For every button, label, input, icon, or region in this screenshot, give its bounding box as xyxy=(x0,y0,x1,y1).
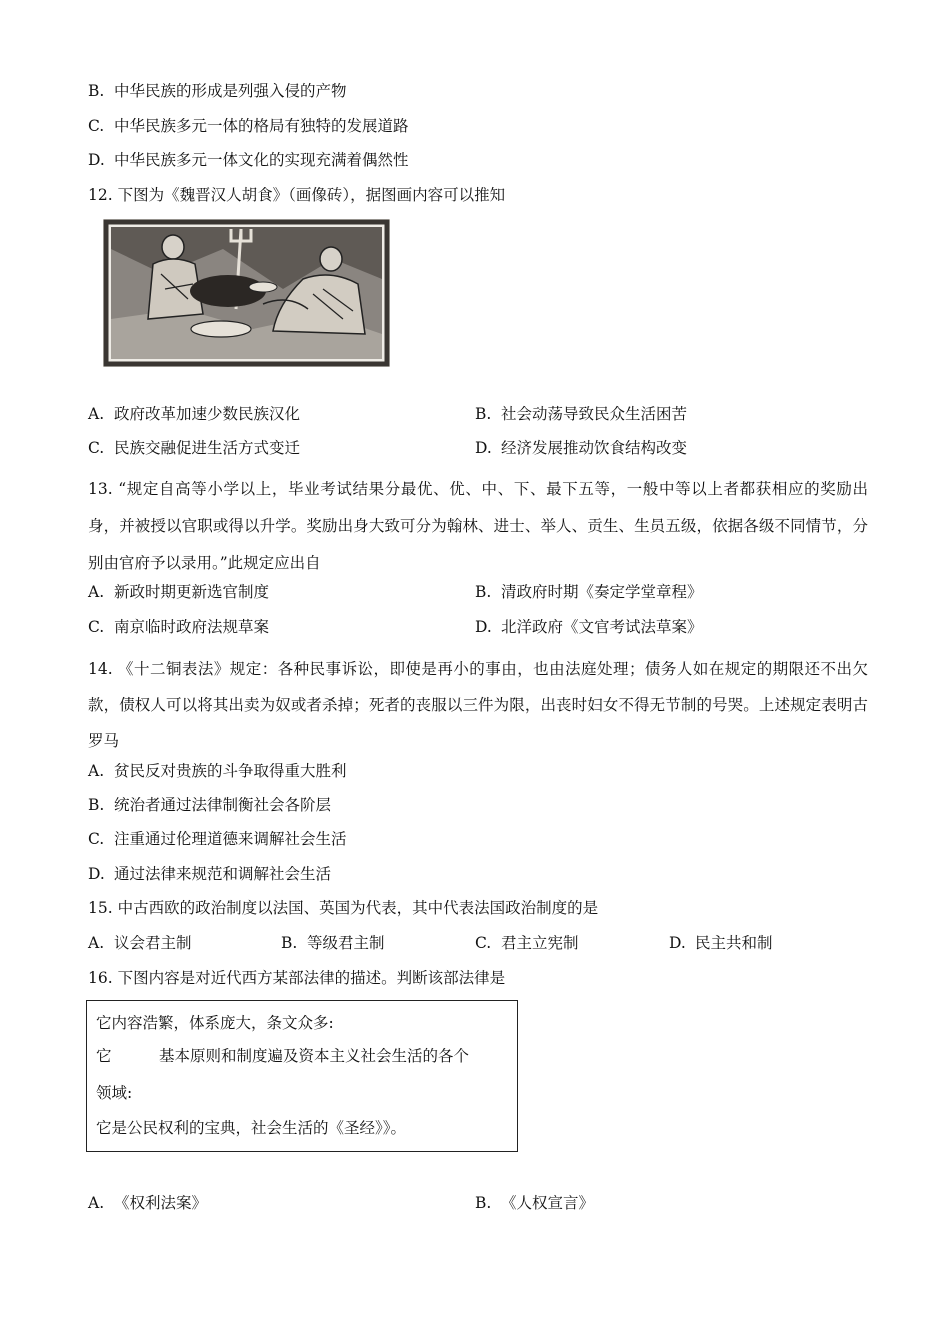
brick-painting-illustration xyxy=(103,219,390,367)
q15-options-row xyxy=(88,932,868,954)
option-text: 通过法律来规范和调解社会生活 xyxy=(114,865,332,883)
option-text: 《人权宣言》 xyxy=(501,1194,595,1212)
q16-option-a xyxy=(88,1192,207,1214)
option-text: 民主共和制 xyxy=(695,934,773,952)
q13-stem: 13. “规定自高等小学以上，毕业考试结果分最优、优、中、下、最下五等，一般中等以上者都获相应的奖励出身，并被授以官职或得以升学。奖励出身大致可分为翰林、进士、举人、贡生、生员五级，依据各级不同情节，分别由官府予以录用。”此规定应出自 xyxy=(88,480,868,572)
q13-options-row-1 xyxy=(88,581,868,603)
option-letter: A. xyxy=(88,934,105,952)
q11-option-c xyxy=(88,115,409,137)
q12-option-c xyxy=(88,437,300,459)
option-letter: D. xyxy=(88,151,105,169)
option-text: 议会君主制 xyxy=(114,934,192,952)
q16-stem: 16. 下图内容是对近代西方某部法律的描述。判断该部法律是 xyxy=(88,969,506,987)
option-letter: D. xyxy=(475,439,492,457)
q14-option-a xyxy=(88,760,347,782)
q16-option-b xyxy=(475,1192,594,1214)
q15-option-a xyxy=(88,932,192,954)
q15-option-c xyxy=(475,932,579,954)
q16-options-row-1 xyxy=(88,1192,868,1214)
q15-option-d xyxy=(669,932,773,954)
option-letter: A. xyxy=(88,762,105,780)
option-letter: B. xyxy=(475,405,492,423)
box-line-4: 它是公民权利的宝典，社会生活的《圣经》》。 xyxy=(96,1119,407,1137)
q13-option-d xyxy=(475,616,703,638)
option-letter: C. xyxy=(475,934,492,952)
option-text: 等级君主制 xyxy=(307,934,385,952)
q14-option-c xyxy=(88,828,347,850)
option-letter: B. xyxy=(475,583,492,601)
option-text: 统治者通过法律制衡社会各阶层 xyxy=(114,796,332,814)
q12-options-row-2 xyxy=(88,437,868,459)
q13-option-c xyxy=(88,616,269,638)
option-letter: D. xyxy=(669,934,686,952)
option-text: 南京临时政府法规草案 xyxy=(114,618,270,636)
option-letter: B. xyxy=(475,1194,492,1212)
option-text: 民族交融促进生活方式变迁 xyxy=(114,439,301,457)
option-text: 北洋政府《文官考试法草案》 xyxy=(501,618,703,636)
option-letter: B. xyxy=(88,82,105,100)
q12-brick-painting-image xyxy=(103,219,390,367)
option-letter: A. xyxy=(88,405,105,423)
q12-option-a xyxy=(88,403,300,425)
q15-option-b xyxy=(281,932,385,954)
q12-stem: 12. 下图为《魏晋汉人胡食》（画像砖），据图画内容可以推知 xyxy=(88,186,506,204)
option-letter: C. xyxy=(88,830,105,848)
q11-option-d xyxy=(88,149,409,171)
q15-stem: 15. 中古西欧的政治制度以法国、英国为代表，其中代表法国政治制度的是 xyxy=(88,899,599,917)
option-text: 中华民族多元一体文化的实现充满着偶然性 xyxy=(114,151,409,169)
q11-option-b xyxy=(88,80,347,102)
option-letter: D. xyxy=(88,865,105,883)
option-text: 清政府时期《奏定学堂章程》 xyxy=(501,583,703,601)
q13-options-row-2 xyxy=(88,616,868,638)
option-letter: C. xyxy=(88,618,105,636)
option-text: 中华民族的形成是列强入侵的产物 xyxy=(114,82,347,100)
option-text: 社会动荡导致民众生活困苦 xyxy=(501,405,688,423)
q12-option-b xyxy=(475,403,687,425)
box-line-1: 它内容浩繁，体系庞大，条文众多: xyxy=(96,1014,334,1032)
box-line-2: 基本原则和制度遍及资本主义社会生活的各个 xyxy=(159,1047,470,1065)
option-text: 注重通过伦理道德来调解社会生活 xyxy=(114,830,347,848)
option-text: 君主立宪制 xyxy=(501,934,579,952)
option-text: 《权利法案》 xyxy=(114,1194,208,1212)
q14-option-b xyxy=(88,794,331,816)
option-letter: C. xyxy=(88,439,105,457)
option-text: 贫民反对贵族的斗争取得重大胜利 xyxy=(114,762,347,780)
q12-option-d xyxy=(475,437,687,459)
option-text: 中华民族多元一体的格局有独特的发展道路 xyxy=(114,117,409,135)
box-line-2-prefix: 它 xyxy=(96,1047,112,1065)
q16-description-box xyxy=(86,1000,518,1152)
option-letter: A. xyxy=(88,1194,105,1212)
option-letter: B. xyxy=(281,934,298,952)
q12-options-row-1 xyxy=(88,403,868,425)
option-text: 政府改革加速少数民族汉化 xyxy=(114,405,301,423)
option-letter: C. xyxy=(88,117,105,135)
option-text: 新政时期更新选官制度 xyxy=(114,583,270,601)
option-letter: A. xyxy=(88,583,105,601)
q13-option-a xyxy=(88,581,269,603)
q14-stem: 14. 《十二铜表法》规定：各种民事诉讼，即使是再小的事由，也由法庭处理；债务人如在规定的期限还不出欠款，债权人可以将其出卖为奴或者杀掉；死者的丧服以三件为限，出丧时妇女不得无节制的号哭。上述规定表明古罗马 xyxy=(88,660,868,750)
option-letter: B. xyxy=(88,796,105,814)
q14-option-d xyxy=(88,863,331,885)
option-text: 经济发展推动饮食结构改变 xyxy=(501,439,688,457)
q13-option-b xyxy=(475,581,703,603)
box-line-3: 领域: xyxy=(96,1084,133,1102)
option-letter: D. xyxy=(475,618,492,636)
